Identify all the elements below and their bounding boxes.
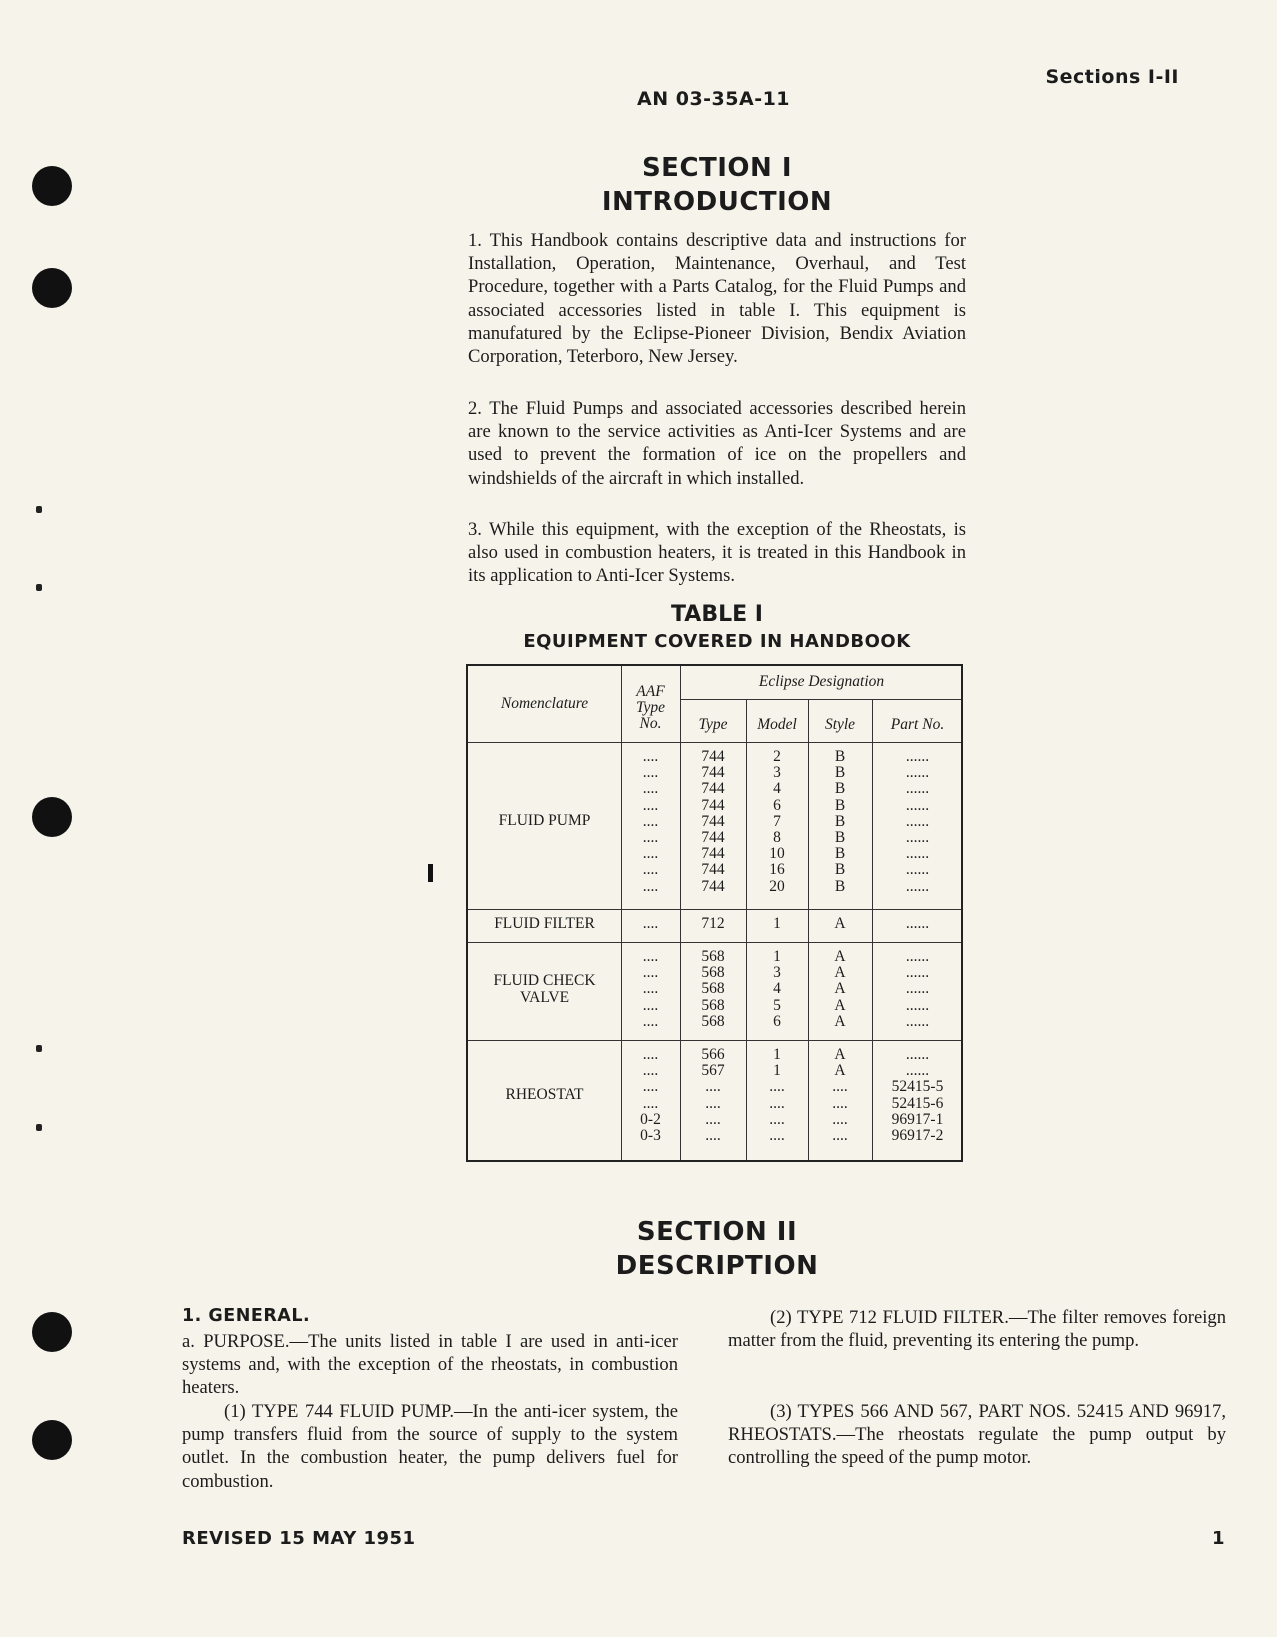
revision-bar xyxy=(428,864,433,882)
cell-type: 744 xyxy=(701,845,725,863)
cell-part: ...... xyxy=(905,877,930,895)
cell-model: .... xyxy=(769,1078,785,1096)
binder-hole xyxy=(32,797,72,837)
cell-model: 2 xyxy=(773,748,781,765)
cell-aaf: .... xyxy=(642,845,659,863)
sections-label: Sections I-II xyxy=(1045,66,1179,88)
cell-model: 4 xyxy=(773,980,781,998)
cell-type: 744 xyxy=(701,780,725,798)
row-nomenclature: FLUID CHECK VALVE xyxy=(493,971,596,1006)
cell-type: 568 xyxy=(701,1012,725,1030)
cell-style: .... xyxy=(832,1110,848,1128)
cell-style: A xyxy=(834,1046,846,1063)
cell-model: 3 xyxy=(773,764,781,782)
intro-paragraph-2: 2. The Fluid Pumps and associated accessories described herein are known to the service activities as Anti-Icer Systems and are used to prevent the formation of ice on the propellers and windshields of the aircraft in which installed. xyxy=(468,398,966,489)
header-eclipse-designation: Eclipse Designation xyxy=(758,673,885,690)
section2-subtitle: DESCRIPTION xyxy=(615,1251,819,1281)
cell-style: .... xyxy=(832,1094,848,1112)
cell-model: 1 xyxy=(773,915,781,932)
header-model: Model xyxy=(757,716,797,733)
binder-hole xyxy=(32,1420,72,1460)
cell-type: 712 xyxy=(701,915,725,932)
table-subtitle: EQUIPMENT COVERED IN HANDBOOK xyxy=(523,631,911,652)
cell-part: ...... xyxy=(905,845,930,863)
cell-model: 4 xyxy=(773,780,781,798)
revision-date: REVISED 15 MAY 1951 xyxy=(182,1528,416,1549)
cell-type: 744 xyxy=(701,829,725,846)
cell-type: 744 xyxy=(701,748,725,765)
cell-style: B xyxy=(834,877,846,895)
cell-style: B xyxy=(834,780,846,798)
cell-style: B xyxy=(834,845,846,863)
cell-part: ...... xyxy=(905,964,930,982)
binder-hole xyxy=(32,1312,72,1352)
cell-type: 568 xyxy=(701,964,725,982)
margin-mark xyxy=(36,584,42,591)
cell-style: B xyxy=(834,829,846,846)
cell-part: 52415-6 xyxy=(891,1094,944,1112)
cell-style: A xyxy=(834,996,846,1014)
header-part-no: Part No. xyxy=(890,716,945,733)
fluid-pump-paragraph: (1) TYPE 744 FLUID PUMP.—In the anti-icer system, the pump transfers fluid from the source of supply to the system outlet. In the combustion heater, the pump delivers fuel for combustion. xyxy=(182,1401,678,1492)
table-title: TABLE I xyxy=(671,602,763,627)
cell-aaf: .... xyxy=(642,948,659,965)
rheostats-paragraph: (3) TYPES 566 AND 567, PART NOS. 52415 AND 96917, RHEOSTATS.—The rheostats regulate the pump output by controlling the speed of the pump motor. xyxy=(728,1401,1226,1469)
cell-style: A xyxy=(834,915,846,932)
section1-subtitle: INTRODUCTION xyxy=(601,187,833,217)
intro-paragraph-3: 3. While this equipment, with the exception of the Rheostats, is also used in combustion heaters, it is treated in this Handbook in its application to Anti-Icer Systems. xyxy=(468,519,966,587)
cell-model: 1 xyxy=(773,1062,781,1080)
cell-part: ...... xyxy=(905,861,930,879)
cell-aaf: .... xyxy=(642,964,659,982)
document-id: AN 03-35A-11 xyxy=(637,88,791,110)
equipment-table xyxy=(466,664,963,1162)
cell-model: 16 xyxy=(769,861,785,879)
cell-type: 744 xyxy=(701,861,725,879)
cell-part: ...... xyxy=(905,1062,930,1080)
cell-part: ...... xyxy=(905,812,930,830)
cell-part: ...... xyxy=(905,796,930,814)
cell-model: 1 xyxy=(773,948,781,965)
cell-style: A xyxy=(834,948,846,965)
cell-part: ...... xyxy=(905,980,930,998)
cell-style: A xyxy=(834,1062,846,1080)
header-style: Style xyxy=(824,716,856,733)
cell-type: 744 xyxy=(701,812,725,830)
cell-style: A xyxy=(834,964,846,982)
fluid-filter-paragraph: (2) TYPE 712 FLUID FILTER.—The filter removes foreign matter from the fluid, preventing its entering the pump. xyxy=(728,1307,1226,1352)
cell-aaf: .... xyxy=(642,1012,659,1030)
cell-aaf: .... xyxy=(642,1094,659,1112)
binder-hole xyxy=(32,268,72,308)
cell-style: A xyxy=(834,980,846,998)
cell-model: 1 xyxy=(773,1046,781,1063)
cell-aaf: .... xyxy=(642,764,659,782)
cell-style: B xyxy=(834,764,846,782)
cell-type: 566 xyxy=(701,1046,725,1063)
header-nomenclature: Nomenclature xyxy=(500,695,589,712)
cell-model: 5 xyxy=(773,996,781,1014)
cell-model: 6 xyxy=(773,1012,781,1030)
cell-model: 8 xyxy=(773,829,781,846)
cell-type: 744 xyxy=(701,764,725,782)
cell-type: .... xyxy=(705,1110,721,1128)
intro-paragraph-1: 1. This Handbook contains descriptive data and instructions for Installation, Operation, Maintenance, Overhaul, and Test Procedure, together with a Parts Catalog, for the Fluid Pumps and associated accessories listed in table I. This equipment is manufatured by the Eclipse-Pioneer Division, Bendix Aviation Corporation, Teterboro, New Jersey. xyxy=(468,230,966,368)
cell-part: ...... xyxy=(905,780,930,798)
cell-aaf: .... xyxy=(642,980,659,998)
cell-type: 568 xyxy=(701,996,725,1014)
margin-mark xyxy=(36,1045,42,1052)
cell-style: .... xyxy=(832,1078,848,1096)
cell-model: 20 xyxy=(769,877,785,895)
cell-part: ...... xyxy=(905,1046,930,1063)
cell-part: ...... xyxy=(905,996,930,1014)
cell-type: 744 xyxy=(701,877,725,895)
general-heading: 1. GENERAL. xyxy=(182,1306,311,1326)
cell-part: 96917-2 xyxy=(891,1127,944,1144)
cell-style: .... xyxy=(832,1127,848,1144)
cell-aaf: .... xyxy=(642,915,659,932)
margin-mark xyxy=(36,1124,42,1131)
cell-model: 6 xyxy=(773,796,781,814)
cell-aaf: .... xyxy=(642,996,659,1014)
cell-aaf: .... xyxy=(642,796,659,814)
row-nomenclature: FLUID FILTER xyxy=(494,914,595,932)
cell-style: A xyxy=(834,1012,846,1030)
cell-aaf: 0-2 xyxy=(640,1110,661,1128)
binder-hole xyxy=(32,166,72,206)
cell-type: 567 xyxy=(701,1062,725,1080)
cell-aaf: .... xyxy=(642,1062,659,1080)
cell-type: 744 xyxy=(701,796,725,814)
cell-aaf: .... xyxy=(642,812,659,830)
cell-part: 52415-5 xyxy=(891,1078,944,1096)
cell-part: ...... xyxy=(905,1012,930,1030)
cell-aaf: .... xyxy=(642,748,659,765)
cell-aaf: .... xyxy=(642,1046,659,1063)
cell-part: ...... xyxy=(905,829,930,846)
page-number: 1 xyxy=(1211,1528,1225,1549)
row-nomenclature: FLUID PUMP xyxy=(498,812,591,830)
cell-model: .... xyxy=(769,1127,785,1144)
header-type: Type xyxy=(698,716,728,733)
section1-title: SECTION I xyxy=(641,153,793,183)
cell-model: 10 xyxy=(769,845,785,863)
cell-type: .... xyxy=(705,1078,721,1096)
purpose-paragraph: a. PURPOSE.—The units listed in table I are used in anti-icer systems and, with the exception of the rheostats, in combustion heaters. xyxy=(182,1331,678,1399)
cell-model: .... xyxy=(769,1110,785,1128)
cell-part: ...... xyxy=(905,915,930,932)
cell-aaf: .... xyxy=(642,1078,659,1096)
cell-type: 568 xyxy=(701,948,725,965)
cell-model: .... xyxy=(769,1094,785,1112)
cell-style: B xyxy=(834,861,846,879)
cell-model: 3 xyxy=(773,964,781,982)
margin-mark xyxy=(36,506,42,513)
cell-style: B xyxy=(834,748,846,765)
cell-part: ...... xyxy=(905,748,930,765)
cell-aaf: 0-3 xyxy=(640,1127,661,1144)
cell-part: ...... xyxy=(905,764,930,782)
cell-type: 568 xyxy=(701,980,725,998)
cell-part: 96917-1 xyxy=(891,1110,944,1128)
cell-model: 7 xyxy=(773,812,781,830)
cell-type: .... xyxy=(705,1094,721,1112)
section2-title: SECTION II xyxy=(636,1217,798,1247)
cell-aaf: .... xyxy=(642,861,659,879)
cell-aaf: .... xyxy=(642,829,659,846)
cell-part: ...... xyxy=(905,948,930,965)
header-aaf-type-no: AAF Type No. xyxy=(636,683,665,732)
cell-type: .... xyxy=(705,1127,721,1144)
cell-aaf: .... xyxy=(642,780,659,798)
cell-aaf: .... xyxy=(642,877,659,895)
cell-style: B xyxy=(834,796,846,814)
row-nomenclature: RHEOSTAT xyxy=(505,1086,584,1104)
cell-style: B xyxy=(834,812,846,830)
